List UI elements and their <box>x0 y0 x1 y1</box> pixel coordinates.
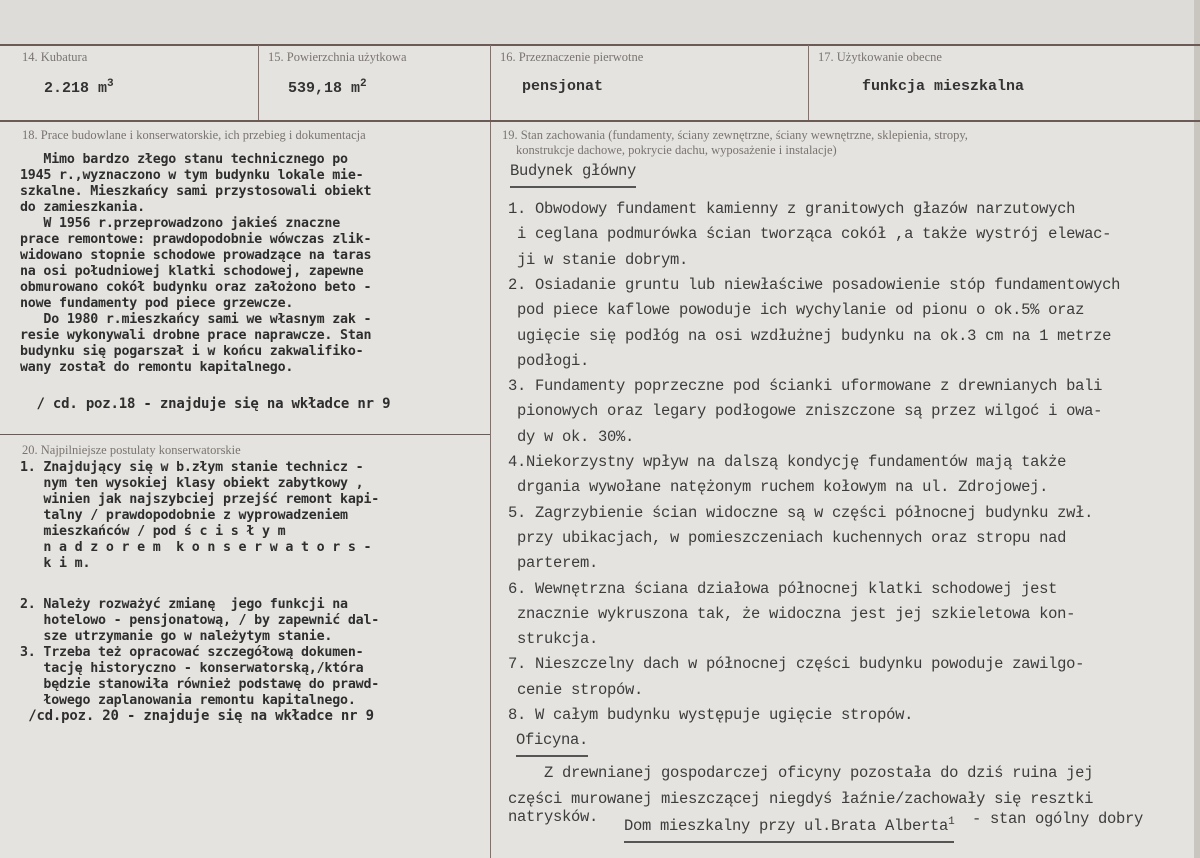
text-line: natrysków. <box>508 808 599 826</box>
text-line: parterem. <box>508 554 599 573</box>
text-line: drgania wywołane natężonym ruchem kołowym na ul. Zdrojowej. <box>508 478 1049 497</box>
text-line: na osi południowej klatki schodowej, zapewne <box>20 264 364 279</box>
text-line: przy ubikacjach, w pomieszczeniach kuchennych oraz stropu nad <box>508 528 1067 547</box>
text-line: nowe fundamenty pod piece grzewcze. <box>20 296 294 311</box>
text-line: W 1956 r.przeprowadzono jakieś znaczne <box>20 216 341 231</box>
section-19-label-cont: konstrukcje dachowe, pokrycie dachu, wyposażenie i instalacje) <box>516 143 837 157</box>
text-line: winien jak najszybciej przejść remont kapi- <box>20 492 380 507</box>
section-20-continuation: /cd.poz. 20 - znajduje się na wkładce nr 9 <box>20 708 374 724</box>
text-line: pod piece kaflowe powoduje ich wychylanie od pionu o ok.5% oraz <box>508 301 1085 320</box>
divider <box>0 120 1200 122</box>
text-line: sze utrzymanie go w należytym stanie. <box>20 629 333 644</box>
text-line: hotelowo - pensjonatową, / by zapewnić dal- <box>20 613 380 628</box>
text-line: będzie stanowiła również podstawę do prawd- <box>20 677 380 692</box>
field-label-uzytkowanie: 17. Użytkowanie obecne <box>818 50 942 64</box>
text-line: 6. Wewnętrzna ściana działowa północnej klatki schodowej jest <box>508 579 1058 598</box>
text-line: Do 1980 r.mieszkańcy sami we własnym zak - <box>20 312 372 327</box>
text-line: pionowych oraz legary podłogowe zniszczone są przez wilgoć i owa- <box>508 402 1103 421</box>
text-line: łowego zaplanowania remontu kapitalnego. <box>20 693 356 708</box>
text-line: mieszkańców / pod ś c i s ł y m <box>20 524 286 539</box>
text-line: do zamieszkania. <box>20 200 145 215</box>
heading-main-building: Budynek główny <box>510 162 636 188</box>
page-top-edge <box>0 0 1200 44</box>
section-18-label: 18. Prace budowlane i konserwatorskie, ich przebieg i dokumentacja <box>22 128 366 142</box>
text-line: i ceglana podmurówka ścian tworząca cokół ,a także wystrój elewac- <box>508 225 1112 244</box>
page-right-edge <box>1194 0 1200 858</box>
text-line: n a d z o r e m k o n s e r w a t o r s - <box>20 540 372 555</box>
section-18-continuation: / cd. poz.18 - znajduje się na wkładce nr 9 <box>20 396 391 412</box>
text-line: 1945 r.,wyznaczono w tym budynku lokale mie- <box>20 168 364 183</box>
field-label-powierzchnia: 15. Powierzchnia użytkowa <box>268 50 407 64</box>
divider <box>258 45 259 120</box>
text-line: resie wykonywali drobne prace naprawcze. Stan <box>20 328 372 343</box>
text-line: cenie stropów. <box>508 680 644 699</box>
text-line: 5. Zagrzybienie ścian widoczne są w części północnej budynku zwł. <box>508 503 1094 522</box>
heading-house: Dom mieszkalny przy ul.Brata Alberta$^1$ <box>624 816 954 843</box>
text-line: 1. Obwodowy fundament kamienny z granitowych głazów narzutowych <box>508 200 1076 218</box>
text-line: ji w stanie dobrym. <box>508 250 689 269</box>
text-line: 2. Należy rozważyć zmianę jego funkcji na <box>20 597 348 612</box>
text-line: prace remontowe: prawdopodobnie wówczas zlik- <box>20 232 372 247</box>
text-line: dy w ok. 30%. <box>508 427 635 446</box>
text-line: 2. Osiadanie gruntu lub niewłaściwe posadowienie stóp fundamentowych <box>508 275 1121 294</box>
text-line: 4.Niekorzystny wpływ na dalszą kondycję fundamentów mają także <box>508 453 1067 471</box>
text-line: obmurowano cokół budynku oraz założono beto - <box>20 280 372 295</box>
text-line: 3. Trzeba też opracować szczegółową dokumen- <box>20 645 364 660</box>
section-19-label: 19. Stan zachowania (fundamenty, ściany zewnętrzne, ściany wewnętrzne, sklepienia, stropy, <box>502 128 968 142</box>
house-status: - stan ogólny dobry <box>972 810 1144 828</box>
divider <box>808 45 809 120</box>
text-line: widowano stopnie schodowe prowadzące na taras <box>20 248 372 263</box>
text-line: budynku się pogarszał i w końcu zakwalifiko- <box>20 344 364 359</box>
text-line: podłogi. <box>508 351 590 370</box>
heading-annex: Oficyna. <box>516 731 588 757</box>
text-line: znacznie wykruszona tak, że widoczna jest jej szkieletowa kon- <box>508 604 1076 623</box>
text-line: Mimo bardzo złego stanu technicznego po <box>20 152 348 167</box>
text-line: tację historyczno - konserwatorską,/która <box>20 661 364 676</box>
field-label-przeznaczenie: 16. Przeznaczenie pierwotne <box>500 50 644 64</box>
section-20-label: 20. Najpilniejsze postulaty konserwatorskie <box>22 443 241 457</box>
text-line: szkalne. Mieszkańcy sami przystosowali obiekt <box>20 184 372 199</box>
text-line: 3. Fundamenty poprzeczne pod ścianki uformowane z drewnianych bali <box>508 377 1103 396</box>
divider <box>490 45 491 858</box>
text-line: ugięcie się podłóg na osi wzdłużnej budynku na ok.3 cm na 1 metrze <box>508 326 1112 345</box>
field-value-powierzchnia: 539,18 $m^2$ <box>288 78 367 97</box>
divider <box>0 434 490 435</box>
text-line: 1. Znajdujący się w b.złym stanie technicz - <box>20 460 364 475</box>
field-value-przeznaczenie: pensjonat <box>522 78 604 95</box>
divider <box>0 44 1200 46</box>
text-line: części murowanej mieszczącej niegdyś łaźnie/zachowały się resztki <box>508 790 1094 808</box>
field-value-uzytkowanie: funkcja mieszkalna <box>862 78 1025 95</box>
text-line: nym ten wysokiej klasy obiekt zabytkowy , <box>20 476 364 491</box>
field-value-kubatura: 2.218 $m^3$ <box>44 78 114 97</box>
text-line: talny / prawdopodobnie z wyprowadzeniem <box>20 508 348 523</box>
text-line: k i m. <box>20 556 91 571</box>
text-line: Z drewnianej gospodarczej oficyny pozostała do dziś ruina jej <box>508 764 1094 782</box>
text-line: strukcja. <box>508 630 599 649</box>
text-line: wany został do remontu kapitalnego. <box>20 360 294 375</box>
text-line: 8. W całym budynku występuje ugięcie stropów. <box>508 706 914 724</box>
field-label-kubatura: 14. Kubatura <box>22 50 88 64</box>
text-line: 7. Nieszczelny dach w północnej części budynku powoduje zawilgo- <box>508 655 1085 674</box>
